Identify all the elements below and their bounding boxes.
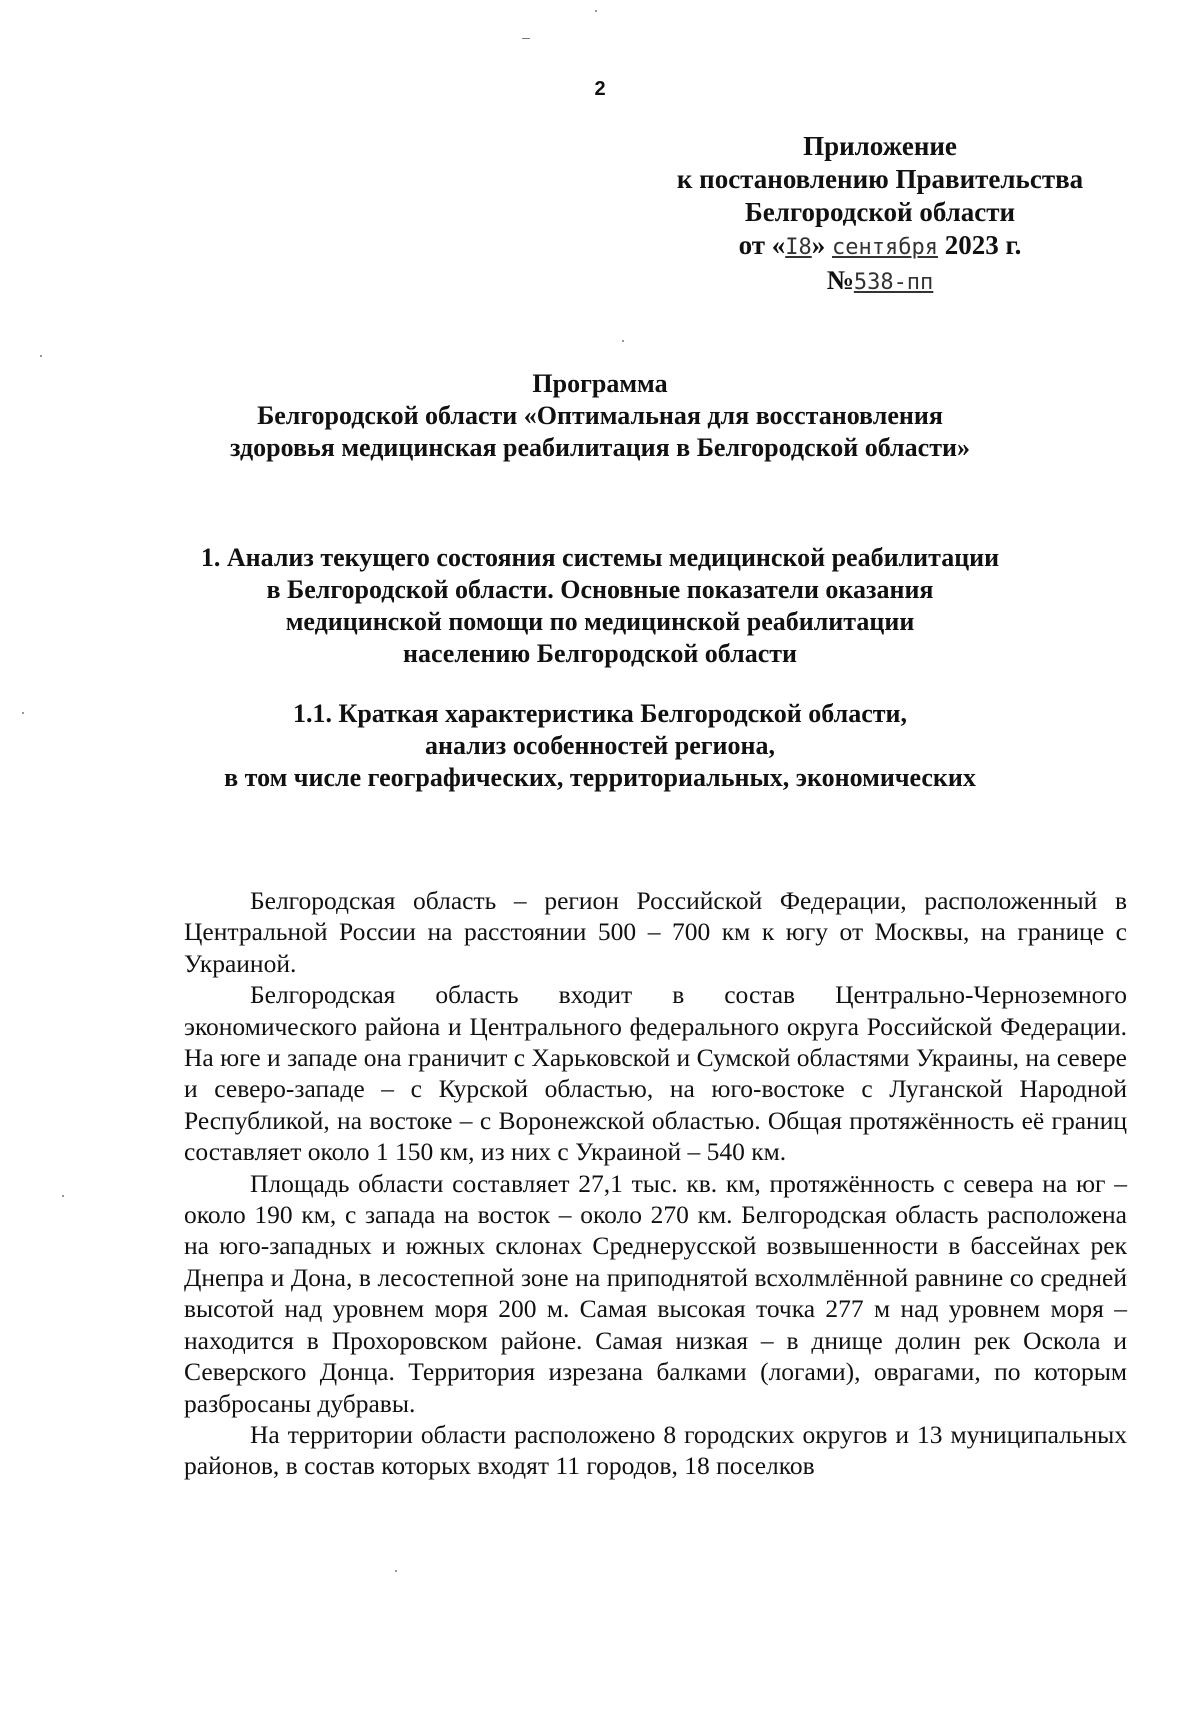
- date-mid: »: [811, 230, 832, 260]
- approval-block: [600, 130, 1160, 299]
- approval-date: [600, 229, 1160, 264]
- section-1-heading: [0, 542, 1200, 670]
- program-title-line-2: Белгородской области «Оптимальная для восстановления: [257, 401, 943, 430]
- program-title-line-3: здоровья медицинская реабилитация в Белгородской области»: [230, 433, 970, 462]
- scan-speck: [40, 355, 42, 357]
- scan-speck: [395, 1570, 397, 1572]
- approval-line-2: к постановлению Правительства: [676, 164, 1084, 194]
- scan-speck: [622, 340, 624, 342]
- date-day: I8: [785, 235, 812, 260]
- section-1-line-4: населению Белгородской области: [402, 639, 798, 668]
- paragraph-3: Площадь области составляет 27,1 тыс. кв. км, протяжённость с севера на юг – около 190 км, с запада на восток – около 270 км. Белгородская область расположена на юго-западных и южных склонах Среднерусской возвышенности в бассейнах рек Днепра и Дона, в лесостепной зоне на приподнятой всхолмлённой равнине со средней высотой над уровнем моря 200 м. Самая высокая точка 277 м над уровнем моря – находится в Прохоровском районе. Самая низкая – в днище долин рек Оскола и Северского Донца. Территория изрезана балками (логами), оврагами, по которым разбросаны дубравы.: [184, 1168, 1127, 1418]
- approval-title: Приложение: [803, 131, 957, 161]
- section-1-1-heading: [0, 698, 1200, 794]
- page-number: 2: [594, 78, 606, 100]
- scan-speck: [62, 1195, 64, 1197]
- date-year: 2023 г.: [937, 230, 1022, 260]
- number-value: 538-пп: [853, 270, 934, 295]
- number-prefix: №: [826, 265, 854, 295]
- paragraph-1: Белгородская область – регион Российской Федерации, расположенный в Центральной России на расстоянии 500 – 700 км к югу от Москвы, на границе с Украиной.: [184, 886, 1127, 978]
- section-1-1-line-3: в том числе географических, территориальных, экономических: [224, 763, 976, 792]
- date-prefix: от «: [738, 230, 786, 260]
- program-title-line-1: Программа: [532, 369, 668, 398]
- approval-line-3: Белгородской области: [744, 197, 1016, 227]
- section-1-1-line-2: анализ особенностей региона,: [424, 731, 776, 760]
- body-text: [184, 885, 1127, 1482]
- scan-speck: [22, 712, 24, 714]
- paragraph-4: На территории области расположено 8 городских округов и 13 муниципальных районов, в состав которых входят 11 городов, 18 поселков: [184, 1419, 1127, 1481]
- paragraph-2: Белгородская область входит в состав Центрально-Черноземного экономического района и Центрального федерального округа Российской Федерации. На юге и западе она граничит с Харьковской и Сумской областями Украины, на севере и северо-западе – с Курской областью, на юго-востоке с Луганской Народной Республикой, на востоке – с Воронежской областью. Общая протяжённость её границ составляет около 1 150 км, из них с Украиной – 540 км.: [184, 980, 1127, 1167]
- section-1-line-3: медицинской помощи по медицинской реабилитации: [285, 607, 915, 636]
- approval-number: [600, 264, 1160, 299]
- date-month: сентября: [831, 235, 938, 260]
- section-1-line-2: в Белгородской области. Основные показатели оказания: [266, 575, 934, 604]
- section-1-1-line-1: 1.1. Краткая характеристика Белгородской области,: [292, 699, 908, 728]
- section-1-line-1: 1. Анализ текущего состояния системы медицинской реабилитации: [200, 543, 1000, 572]
- program-title: [0, 368, 1200, 464]
- scan-speck: [595, 10, 597, 12]
- scan-speck: [522, 38, 530, 39]
